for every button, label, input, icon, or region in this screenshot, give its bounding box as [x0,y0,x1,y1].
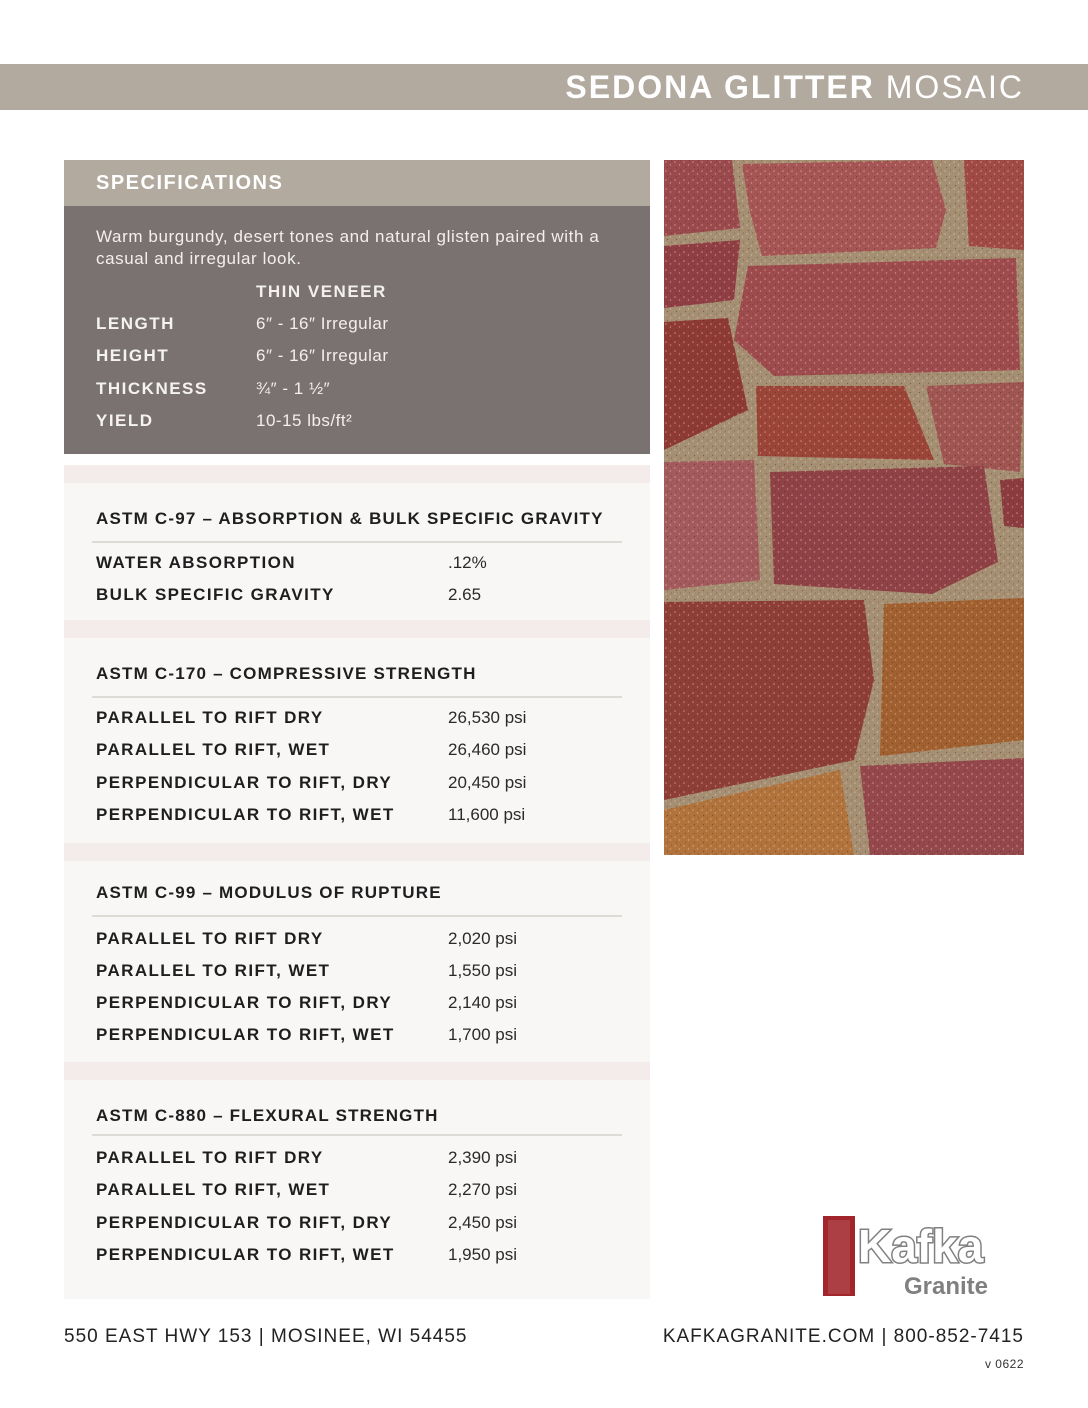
section-divider [64,1062,650,1080]
kafka-granite-logo [822,1214,1024,1298]
property-label: PARALLEL TO RIFT DRY [96,1148,324,1167]
property-label: PERPENDICULAR TO RIFT, DRY [96,1213,393,1232]
spec-value: ¾″ - 1 ½″ [256,379,331,398]
property-label: PERPENDICULAR TO RIFT, WET [96,805,395,824]
spec-value: 6″ - 16″ Irregular [256,346,389,365]
specifications-heading: SPECIFICATIONS [96,172,284,194]
property-label: WATER ABSORPTION [96,553,296,572]
property-label: PERPENDICULAR TO RIFT, DRY [96,993,393,1012]
logo-subtitle: Granite [904,1273,989,1298]
spec-row-thickness [96,379,636,403]
specifications-header [64,160,650,206]
property-value: 1,550 psi [448,961,517,980]
table-row [96,1025,626,1049]
footer-contact[interactable]: KAFKAGRANITE.COM | 800-852-7415 [662,1326,1024,1347]
property-label: PARALLEL TO RIFT, WET [96,740,331,759]
title-bold: SEDONA GLITTER [565,69,875,105]
property-label: PARALLEL TO RIFT, WET [96,961,331,980]
stone-sample-photo [664,160,1024,855]
property-value: 2,020 psi [448,929,517,948]
section-title: ASTM C-99 – MODULUS OF RUPTURE [96,883,442,902]
property-value: 20,450 psi [448,773,527,792]
section-title: ASTM C-97 – ABSORPTION & BULK SPECIFIC GRAVITY [96,509,604,528]
title-bar [0,64,1088,110]
section-title: ASTM C-880 – FLEXURAL STRENGTH [96,1106,439,1125]
spec-row-length [96,314,636,338]
table-row [96,773,626,797]
section-rule [92,696,622,698]
section-rule [92,915,622,917]
property-value: 26,460 psi [448,740,527,759]
page-title [565,69,1024,106]
table-row [96,961,626,985]
spec-label: THICKNESS [96,379,208,398]
table-row [96,1245,626,1269]
section-astm-c170 [64,638,650,843]
section-divider [64,465,650,483]
spec-label: YIELD [96,411,154,430]
section-astm-c97 [64,483,650,620]
table-row [96,1148,626,1172]
spec-value: 10-15 lbs/ft² [256,411,353,430]
specifications-panel [64,206,650,454]
property-label: PERPENDICULAR TO RIFT, DRY [96,773,393,792]
footer-address: 550 EAST HWY 153 | MOSINEE, WI 54455 [64,1326,468,1347]
table-row [96,708,626,732]
property-label: PARALLEL TO RIFT DRY [96,708,324,727]
property-value: 11,600 psi [448,805,526,824]
table-row [96,993,626,1017]
specifications-description: Warm burgundy, desert tones and natural glisten paired with a casual and irregular look. [96,227,600,268]
table-row [96,805,626,829]
property-label: PARALLEL TO RIFT, WET [96,1180,331,1199]
property-label: BULK SPECIFIC GRAVITY [96,585,335,604]
section-astm-c99 [64,861,650,1062]
table-row [96,929,626,953]
property-label: PERPENDICULAR TO RIFT, WET [96,1245,395,1264]
section-astm-c880 [64,1080,650,1299]
logo-k-mark [828,1220,850,1294]
property-value: 1,700 psi [448,1025,517,1044]
thin-veneer-label: THIN VENEER [256,282,387,301]
table-row [96,740,626,764]
property-value: 1,950 psi [448,1245,517,1264]
table-row [96,585,626,609]
section-rule [92,1134,622,1136]
section-rule [92,541,622,543]
section-divider [64,843,650,861]
property-value: 26,530 psi [448,708,527,727]
spec-value: 6″ - 16″ Irregular [256,314,389,333]
spec-row-yield [96,411,636,435]
section-divider [64,620,650,638]
version-label: v 0622 [984,1357,1024,1371]
spec-label: HEIGHT [96,346,170,365]
table-row [96,1180,626,1204]
property-value: 2.65 [448,585,482,604]
title-light: MOSAIC [885,69,1024,105]
property-value: 2,390 psi [448,1148,517,1167]
spec-column-header [96,282,636,306]
property-value: 2,140 psi [448,993,517,1012]
spec-label: LENGTH [96,314,175,333]
table-row [96,553,626,577]
property-value: 2,270 psi [448,1180,517,1199]
table-row [96,1213,626,1237]
logo-wordmark: Kafka [858,1220,984,1272]
spec-row-height [96,346,636,370]
property-label: PARALLEL TO RIFT DRY [96,929,324,948]
section-title: ASTM C-170 – COMPRESSIVE STRENGTH [96,664,477,683]
property-value: 2,450 psi [448,1213,517,1232]
property-value: .12% [448,553,487,572]
property-label: PERPENDICULAR TO RIFT, WET [96,1025,395,1044]
